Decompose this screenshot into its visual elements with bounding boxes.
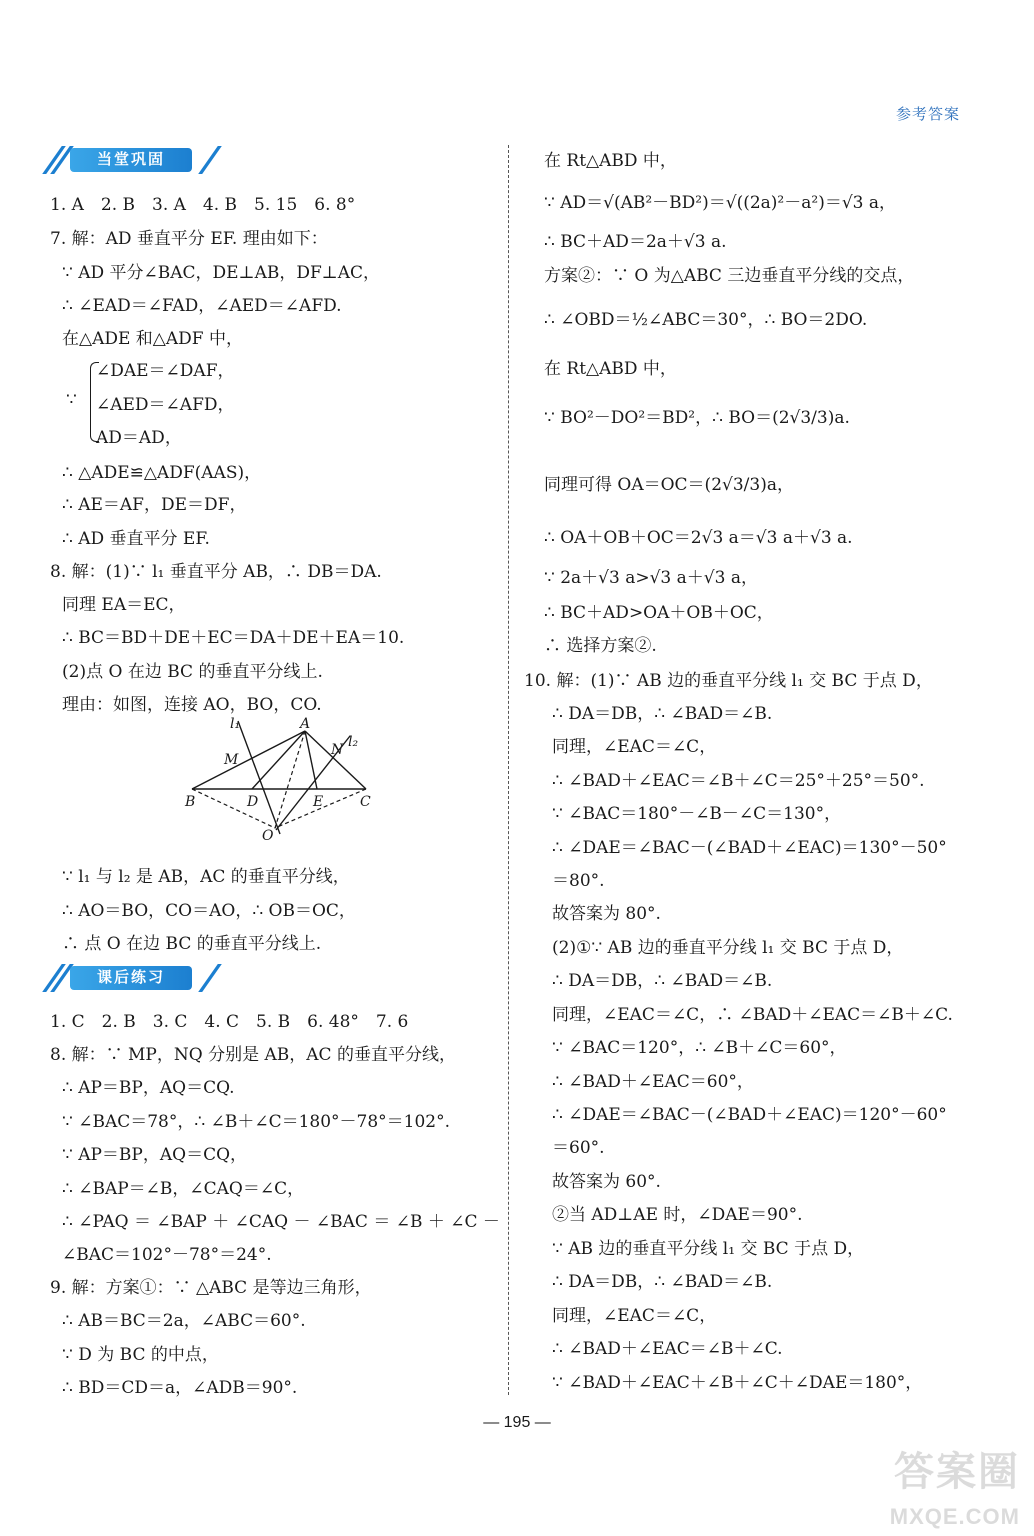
answer-line: ∴ ∠DAE＝∠BAC－(∠BAD＋∠EAC)＝120°－60° (552, 1105, 947, 1125)
label-e: E (313, 794, 324, 810)
answer-line: ∴ AB＝BC＝2a，∠ABC＝60°. (62, 1311, 306, 1331)
answer-line: ∠BAC＝102°－78°＝24°. (62, 1245, 272, 1265)
line-l1 (238, 721, 280, 834)
answer-line: ∴ AE＝AF，DE＝DF， (62, 495, 247, 515)
answer-line: 7. 解：AD 垂直平分 EF. 理由如下： (50, 229, 328, 249)
answer-line: 1. A 2. B 3. A 4. B 5. 15 6. 8° (50, 195, 356, 215)
section-title-2: 课后练习 (70, 966, 192, 990)
answer-line: ∴ DA＝DB，∴ ∠BAD＝∠B. (552, 971, 773, 991)
answer-line: 同理，∠EAC＝∠C，∴ ∠BAD＋∠EAC＝∠B＋∠C. (552, 1005, 953, 1025)
answer-line: ∴ ∠OBD＝½∠ABC＝30°，∴ BO＝2DO. (544, 310, 868, 330)
label-m: M (224, 752, 239, 768)
label-a: A (300, 716, 311, 732)
label-n: N (331, 742, 344, 758)
segment-ao (275, 731, 305, 828)
answer-line: 同理，∠EAC＝∠C， (552, 737, 717, 757)
answer-line: ∵ 2a＋√3 a>√3 a＋√3 a， (544, 568, 758, 588)
section-tag: 参考答案 (895, 106, 960, 123)
label-d: D (247, 794, 259, 810)
answer-line: ∴ AO＝BO，CO＝AO，∴ OB＝OC， (62, 901, 356, 921)
answer-line: ∴ 点 O 在边 BC 的垂直平分线上. (62, 934, 322, 954)
answer-line: ∴ BC＝BD＋DE＋EC＝DA＋DE＋EA＝10. (62, 628, 405, 648)
answer-line: 在 Rt△ABD 中， (544, 359, 677, 379)
answer-line: ∴ △ADE≌△ADF(AAS)， (62, 463, 262, 483)
answer-line: ∠DAE＝∠DAF， (96, 361, 235, 381)
answer-line: ∴ ∠BAD＋∠EAC＝∠B＋∠C＝25°＋25°＝50°. (552, 771, 925, 791)
answer-line: ∵ (66, 390, 77, 410)
label-l1: l₁ (230, 716, 241, 732)
answer-line: ∴ ∠BAD＋∠EAC＝∠B＋∠C. (552, 1339, 783, 1359)
answer-line: ∵ D 为 BC 的中点， (62, 1345, 219, 1365)
answer-line: ∵ ∠BAC＝120°，∴ ∠B＋∠C＝60°， (552, 1038, 847, 1058)
answer-line: 1. C 2. B 3. C 4. C 5. B 6. 48° 7. 6 (50, 1012, 409, 1032)
segment-ba (192, 731, 305, 789)
answer-line: 同理可得 OA＝OC＝(2√3/3)a， (544, 475, 794, 495)
answer-line: 在 Rt△ABD 中， (544, 151, 677, 171)
answer-line: 8. 解：(1)∵ l₁ 垂直平分 AB，∴ DB＝DA. (50, 562, 382, 582)
answer-line: ∵ ∠BAC＝78°，∴ ∠B＋∠C＝180°－78°＝102°. (62, 1112, 451, 1132)
answer-line: ＝80°. (552, 871, 605, 891)
answer-line: ∠AED＝∠AFD， (96, 395, 235, 415)
answer-line: 在△ADE 和△ADF 中， (62, 329, 243, 349)
answer-line: ∵ l₁ 与 l₂ 是 AB，AC 的垂直平分线， (62, 867, 350, 887)
answer-line: ∴ ∠BAD＋∠EAC＝60°， (552, 1072, 754, 1092)
answer-line: 9. 解：方案①：∵ △ABC 是等边三角形， (50, 1278, 372, 1298)
column-divider (508, 145, 509, 1395)
geometry-figure (140, 716, 371, 846)
answer-line: ∵ BO²－DO²＝BD²，∴ BO＝(2√3/3)a. (544, 408, 850, 428)
answer-line: ∵ ∠BAD＋∠EAC＋∠B＋∠C＋∠DAE＝180°， (552, 1373, 923, 1393)
answer-line: (2)点 O 在边 BC 的垂直平分线上. (62, 662, 323, 682)
answer-line: ∴ OA＋OB＋OC＝2√3 a＝√3 a＋√3 a. (544, 528, 853, 548)
answer-line: ∴ ∠PAQ ＝ ∠BAP ＋ ∠CAQ － ∠BAC ＝ ∠B ＋ ∠C － (62, 1212, 500, 1232)
answer-line: ∴ BD＝CD＝a，∠ADB＝90°. (62, 1378, 298, 1398)
answer-line: ∵ AD 平分∠BAC，DE⊥AB，DF⊥AC， (62, 263, 381, 283)
answer-line: ∵ AB 边的垂直平分线 l₁ 交 BC 于点 D， (552, 1239, 865, 1259)
watermark-text: 答案圈 (894, 1450, 1020, 1494)
section-banner-2 (48, 966, 228, 990)
page-number: — 195 — (483, 1414, 551, 1431)
answer-line: 10. 解：(1)∵ AB 边的垂直平分线 l₁ 交 BC 于点 D， (524, 671, 933, 691)
section-banner-1 (48, 148, 228, 172)
answer-line: ＝60°. (552, 1138, 605, 1158)
watermark-logo (880, 1440, 1020, 1530)
section-title-1: 当堂巩固 (70, 148, 192, 172)
answer-line: ∴ 选择方案②. (544, 636, 657, 656)
answer-line: 故答案为 80°. (552, 904, 661, 924)
answer-line: 理由：如图，连接 AO，BO，CO. (62, 695, 322, 715)
answer-line: 同理 EA＝EC， (62, 595, 186, 615)
answer-line: 8. 解：∵ MP，NQ 分别是 AB，AC 的垂直平分线， (50, 1045, 456, 1065)
watermark-url: MXQE.COM (889, 1504, 1020, 1529)
label-l2: l₂ (348, 734, 359, 750)
answer-line: (2)①∵ AB 边的垂直平分线 l₁ 交 BC 于点 D， (552, 938, 904, 958)
answer-line: 同理，∠EAC＝∠C， (552, 1306, 717, 1326)
answer-line: ∴ ∠DAE＝∠BAC－(∠BAD＋∠EAC)＝130°－50° (552, 838, 947, 858)
label-b: B (185, 794, 196, 810)
answer-line: 方案②：∵ O 为△ABC 三边垂直平分线的交点， (544, 266, 915, 286)
answer-line: ∴ AP＝BP，AQ＝CQ. (62, 1078, 235, 1098)
answer-line: ∵ AD＝√(AB²－BD²)＝√((2a)²－a²)＝√3 a， (544, 193, 897, 213)
answer-line: ∴ BC＋AD＝2a＋√3 a. (544, 232, 727, 252)
answer-line: ∴ DA＝DB，∴ ∠BAD＝∠B. (552, 1272, 773, 1292)
answer-line: AD＝AD， (96, 428, 182, 448)
answer-line: ∴ ∠BAP＝∠B，∠CAQ＝∠C， (62, 1179, 305, 1199)
answer-line: 故答案为 60°. (552, 1172, 661, 1192)
segment-bo (192, 789, 275, 828)
answer-line: ∵ AP＝BP，AQ＝CQ， (62, 1145, 248, 1165)
answer-line: ∴ ∠EAD＝∠FAD，∠AED＝∠AFD. (62, 296, 342, 316)
label-o: O (262, 828, 274, 844)
label-c: C (360, 794, 371, 810)
answer-line: ∴ AD 垂直平分 EF. (62, 529, 210, 549)
answer-line: ∴ BC＋AD>OA＋OB＋OC， (544, 603, 774, 623)
answer-line: ∵ ∠BAC＝180°－∠B－∠C＝130°， (552, 804, 842, 824)
answer-line: ②当 AD⊥AE 时，∠DAE＝90°. (552, 1205, 803, 1225)
answer-line: ∴ DA＝DB，∴ ∠BAD＝∠B. (552, 704, 773, 724)
